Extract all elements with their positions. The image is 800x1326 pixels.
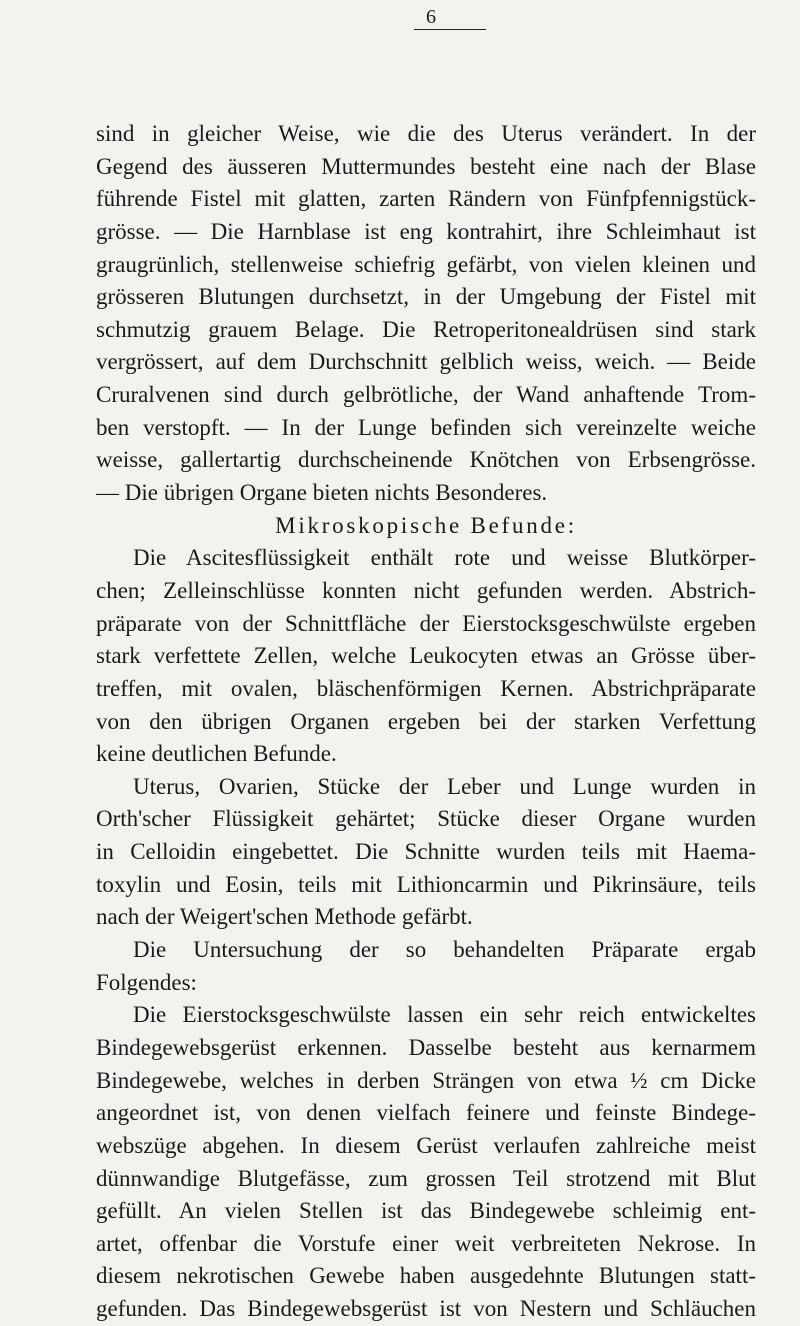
text-line: gefunden. Das Bindegewebsgerüst ist von Nestern und Schläuchen	[96, 1296, 756, 1322]
text-line: artet, offenbar die Vorstufe einer weit verbreiteten Nekrose. In	[96, 1230, 756, 1256]
text-line: gefüllt. An vielen Stellen ist das Bindegewebe schleimig ent-	[96, 1198, 756, 1224]
text-line: grösseren Blutungen durchsetzt, in der Umgebung der Fistel mit	[96, 284, 756, 310]
text-line: Die Ascitesflüssigkeit enthält rote und weisse Blutkörper-	[133, 545, 756, 571]
text-line: weisse, gallertartig durchscheinende Knötchen von Erbsengrösse.	[96, 447, 756, 473]
text-line: präparate von der Schnittfläche der Eierstocksgeschwülste ergeben	[96, 610, 756, 636]
text-line: Die Eierstocksgeschwülste lassen ein sehr reich entwickeltes	[133, 1002, 756, 1028]
text-line: vergrössert, auf dem Durchschnitt gelblich weiss, weich. — Beide	[96, 349, 756, 375]
text-line: angeordnet ist, von denen vielfach feinere und feinste Bindege-	[96, 1100, 756, 1126]
text-line: von den übrigen Organen ergeben bei der starken Verfettung	[96, 708, 756, 734]
text-line: keine deutlichen Befunde.	[96, 741, 337, 767]
text-line: diesem nekrotischen Gewebe haben ausgedehnte Blutungen statt-	[96, 1263, 756, 1289]
text-line: in Celloidin eingebettet. Die Schnitte wurden teils mit Haema-	[96, 839, 756, 865]
text-line: Orth'scher Flüssigkeit gehärtet; Stücke dieser Organe wurden	[96, 806, 756, 832]
body-text	[96, 118, 756, 1326]
text-line: sind in gleicher Weise, wie die des Uterus verändert. In der	[96, 121, 756, 146]
text-line: Die Untersuchung der so behandelten Präparate ergab	[133, 937, 756, 963]
text-line: grösse. — Die Harnblase ist eng kontrahirt, ihre Schleimhaut ist	[96, 218, 756, 244]
text-line: Uterus, Ovarien, Stücke der Leber und Lunge wurden in	[133, 773, 756, 799]
text-line: ben verstopft. — In der Lunge befinden sich vereinzelte weiche	[96, 414, 756, 440]
header-rule	[414, 29, 486, 30]
text-line: Bindegewebsgerüst erkennen. Dasselbe besteht aus kernarmem	[96, 1034, 756, 1060]
text-line: Folgendes:	[96, 969, 197, 995]
text-line: Gegend des äusseren Muttermundes besteht eine nach der Blase	[96, 153, 756, 179]
text-line: führende Fistel mit glatten, zarten Rändern von Fünfpfennigstück-	[96, 186, 756, 212]
text-line: Cruralvenen sind durch gelbrötliche, der Wand anhaftende Trom-	[96, 382, 756, 408]
text-line: chen; Zelleinschlüsse konnten nicht gefunden werden. Abstrich-	[96, 577, 756, 603]
text-line: nach der Weigert'schen Methode gefärbt.	[96, 904, 473, 930]
text-line: Bindegewebe, welches in derben Strängen von etwa ½ cm Dicke	[96, 1067, 756, 1093]
text-line: treffen, mit ovalen, bläschenförmigen Kernen. Abstrichpräparate	[96, 675, 756, 701]
text-line: schmutzig grauem Belage. Die Retroperitonealdrüsen sind stark	[96, 316, 756, 342]
page-number: 6	[426, 6, 436, 28]
text-line: graugrünlich, stellenweise schiefrig gefärbt, von vielen kleinen und	[96, 251, 756, 277]
text-line: — Die übrigen Organe bieten nichts Besonderes.	[96, 480, 548, 506]
section-heading: Mikroskopische Befunde:	[275, 512, 577, 538]
text-line: webszüge abgehen. In diesem Gerüst verlaufen zahlreiche meist	[96, 1132, 756, 1158]
text-line: stark verfettete Zellen, welche Leukocyten etwas an Grösse über-	[96, 643, 756, 669]
text-line: toxylin und Eosin, teils mit Lithioncarmin und Pikrinsäure, teils	[96, 871, 756, 897]
text-line: dünnwandige Blutgefässe, zum grossen Teil strotzend mit Blut	[96, 1165, 756, 1191]
